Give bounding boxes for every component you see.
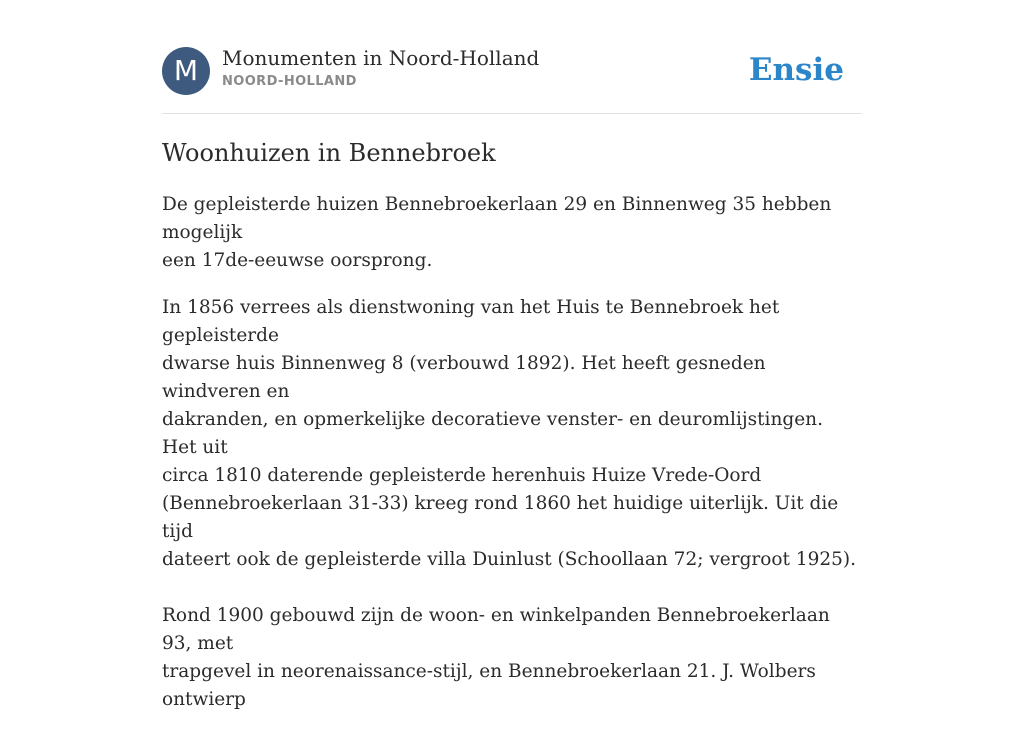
avatar[interactable]: M xyxy=(162,47,210,95)
article-title: Woonhuizen in Bennebroek xyxy=(162,139,496,167)
publication-subtitle[interactable]: NOORD-HOLLAND xyxy=(222,74,357,89)
header-divider xyxy=(162,113,862,114)
article xyxy=(162,137,862,733)
publication-title[interactable]: Monumenten in Noord-Holland xyxy=(222,46,540,70)
article-paragraph: De gepleisterde huizen Bennebroekerlaan 29 en Binnenweg 35 hebben mogelijk een 17de-eeuwse oorsprong. xyxy=(162,194,832,271)
article-paragraph: In 1856 verrees als dienstwoning van het Huis te Bennebroek het gepleisterde dwarse huis Binnenweg 8 (verbouwd 1892). Het heeft gesneden windveren en dakranden, en opmerkelijke decoratieve venster- en deuromlijstingen. Het uit circa 1810 daterende gepleisterde herenhuis Huize Vrede-Oord (Bennebroekerlaan 31-33) kreeg rond 1860 het huidige uiterlijk. Uit die tijd dateert ook de gepleisterde villa Duinlust (Schoollaan 72; vergroot 1925). Rond 1900 gebouwd zijn de woon- en winkelpanden Bennebroekerlaan 93, met trapgevel in neorenaissance-stijl, en Bennebroekerlaan 21. J. Wolbers ontwierp xyxy=(162,297,857,710)
publication-header xyxy=(162,46,862,96)
brand-logo[interactable]: Ensie xyxy=(748,52,844,88)
